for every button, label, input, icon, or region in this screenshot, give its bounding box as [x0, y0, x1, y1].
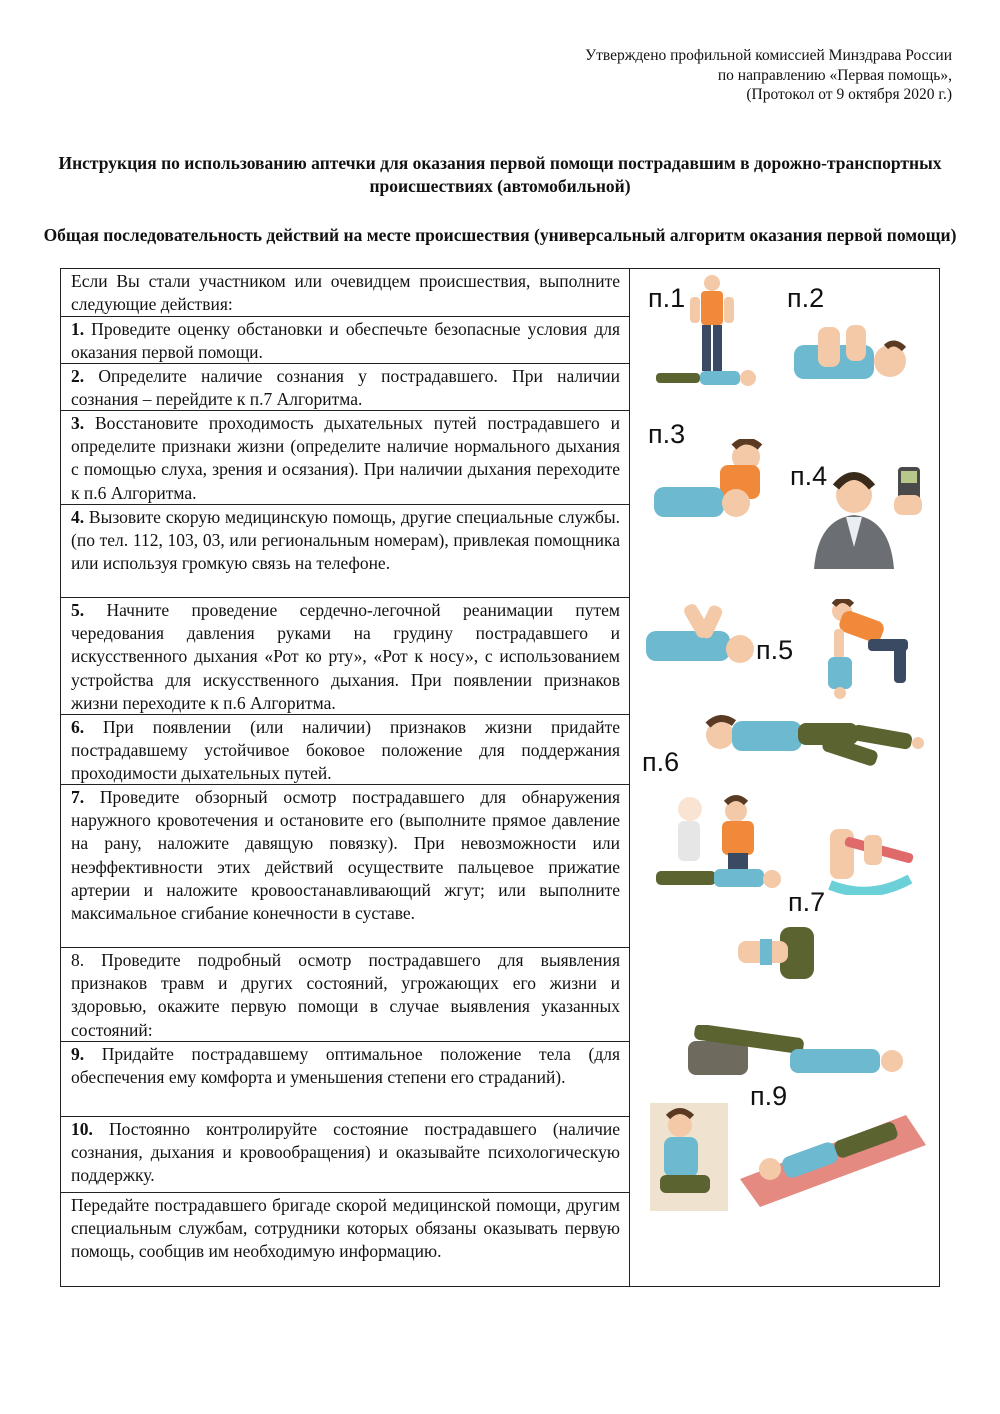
approval-line-3: (Протокол от 9 октября 2020 г.) — [746, 86, 952, 103]
label-p7: п.7 — [788, 887, 826, 917]
label-p3: п.3 — [648, 419, 686, 449]
label-p6: п.6 — [642, 747, 680, 777]
step-8: 8. Проведите подробный осмотр пострадавшего для выявления признаков травм и других состояний, угрожающих его жизни и здоровью, окажите первую помощи в случае выявления указанных состояний: — [61, 948, 629, 1042]
approval-stamp — [585, 46, 952, 105]
label-p9: п.9 — [750, 1081, 788, 1111]
shock-position-illustration — [680, 1025, 920, 1085]
algorithm-table — [60, 268, 940, 1287]
approval-line-2: по направлению «Первая помощь», — [717, 66, 952, 84]
step-9: 9. Придайте пострадавшему оптимальное положение тела (для обеспечения ему комфорта и уменьшения степени его страданий). — [61, 1042, 629, 1117]
label-p1: п.1 — [648, 283, 686, 313]
recovery-position-illustration — [702, 709, 932, 779]
step-4: 4. Вызовите скорую медицинскую помощь, другие специальные службы. (по тел. 112, 103, 03, или региональным номерам), привлекая помощника или используя громкую связь на телефоне. — [61, 505, 629, 598]
step-5: 5. Начните проведение сердечно-легочной реанимации путем чередования давления руками на грудину пострадавшего и искусственного дыхания «Рот ко рту», «Рот к носу», с использованием устройства для искусственного дыхания. При появлении признаков жизни переходите к п.6 Алгоритма. — [61, 598, 629, 715]
tourniquet-illustration — [820, 825, 930, 895]
step-2: 2. Определите наличие сознания у пострадавшего. При наличии сознания – перейдите к п.7 Алгоритма. — [61, 364, 629, 411]
checking-consciousness-illustration — [790, 321, 920, 401]
sitting-victim-illustration — [650, 1103, 730, 1213]
step-10: 10. Постоянно контролируйте состояние пострадавшего (наличие сознания, дыхания и кровообращения) и оказывайте психологическую поддержку. — [61, 1117, 629, 1193]
section-title: Общая последовательность действий на месте происшествия (универсальный алгоритм оказания первой помощи) — [43, 225, 957, 245]
examining-victim-illustration — [650, 793, 790, 903]
label-p4: п.4 — [790, 461, 828, 491]
approval-line-1: Утверждено профильной комиссией Минздрава России — [585, 47, 952, 64]
rescuer-assessing-scene-illustration — [646, 273, 776, 403]
step-6: 6. При появлении (или наличии) признаков жизни придайте пострадавшему устойчивое боковое положение для поддержания проходимости дыхательных путей. — [61, 715, 629, 785]
rescuer-kneeling-cpr-illustration — [820, 599, 920, 699]
victim-on-mat-illustration — [730, 1109, 930, 1209]
illustrations-column — [630, 269, 939, 1286]
airway-breathing-check-illustration — [650, 439, 780, 529]
step-7: 7. Проведите обзорный осмотр пострадавшего для обнаружения наружного кровотечения и остановите его (выполните прямое давление на рану, наложите давящую повязку). При невозможности или неэффективности этих действий осуществите пальцевое прижатие артерии и наложите кровоостанавливающий жгут; или выполните максимальное сгибание конечности в суставе. — [61, 785, 629, 948]
chest-compressions-illustration — [640, 599, 760, 679]
label-p5: п.5 — [756, 635, 794, 665]
step-intro: Если Вы стали участником или очевидцем происшествия, выполните следующие действия: — [61, 269, 629, 317]
steps-column — [61, 269, 630, 1286]
limb-flexion-illustration — [730, 923, 840, 993]
step-3: 3. Восстановите проходимость дыхательных путей пострадавшего и определите признаки жизни (определите наличие нормального дыхания с помощью слуха, зрения и осязания). При наличии дыхания переходите к п.6 Алгоритма. — [61, 411, 629, 505]
calling-ambulance-illustration — [802, 461, 932, 571]
label-p2: п.2 — [787, 283, 825, 313]
document-title: Инструкция по использованию аптечки для оказания первой помощи пострадавшим в дорожно-транспортных происшествиях (автомобильной) — [58, 153, 942, 196]
step-handover: Передайте пострадавшего бригаде скорой медицинской помощи, другим специальным службам, сотрудники которых обязаны оказывать первую помощь, сообщив им необходимую информацию. — [71, 1195, 620, 1262]
step-1: 1. Проведите оценку обстановки и обеспечьте безопасные условия для оказания первой помощи. — [61, 317, 629, 364]
